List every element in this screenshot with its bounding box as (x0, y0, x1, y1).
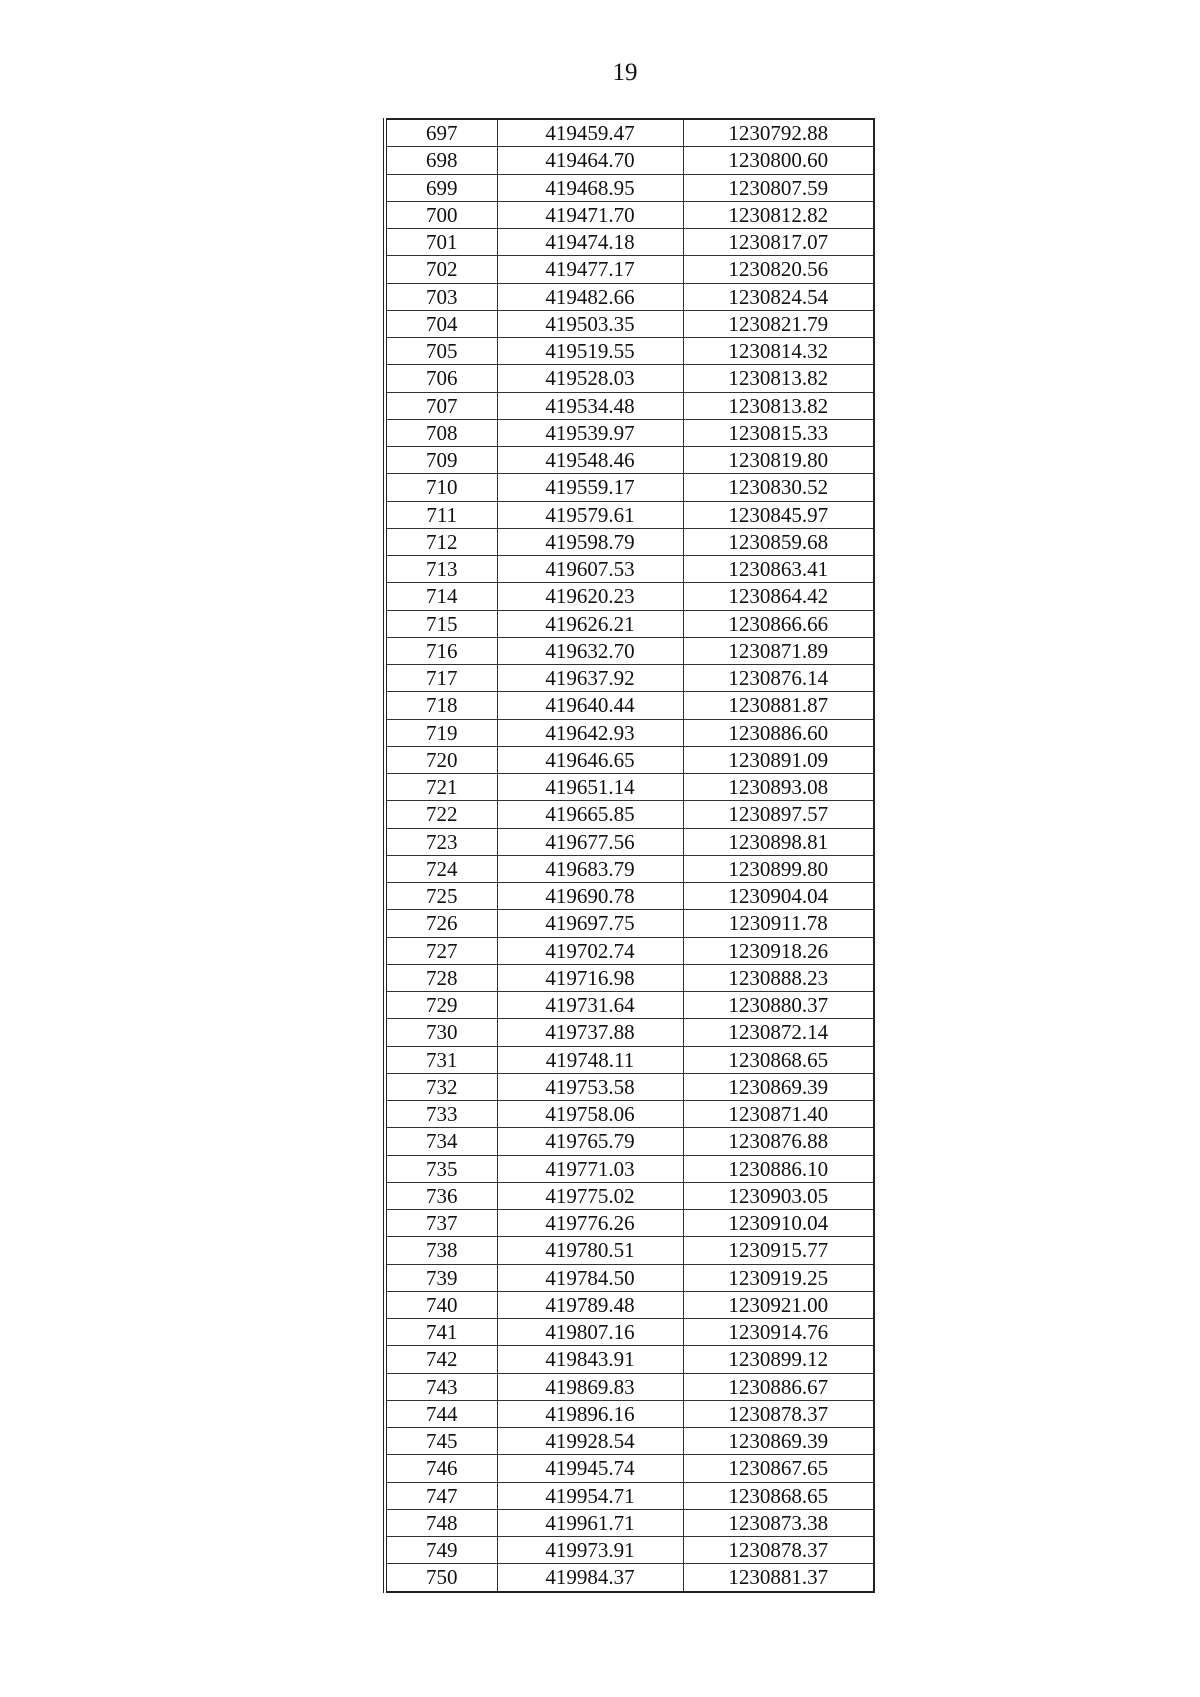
point-number-cell: 736 (385, 1182, 497, 1209)
y-coordinate-cell: 1230921.00 (683, 1291, 874, 1318)
y-coordinate-cell: 1230876.88 (683, 1128, 874, 1155)
table-row (385, 1455, 874, 1482)
table-row (385, 665, 874, 692)
table-row (385, 992, 874, 1019)
x-coordinate-cell: 419519.55 (497, 338, 683, 365)
table-row (385, 692, 874, 719)
point-number-cell: 703 (385, 283, 497, 310)
x-coordinate-cell: 419758.06 (497, 1101, 683, 1128)
x-coordinate-cell: 419468.95 (497, 174, 683, 201)
y-coordinate-cell: 1230845.97 (683, 501, 874, 528)
point-number-cell: 709 (385, 447, 497, 474)
y-coordinate-cell: 1230868.65 (683, 1482, 874, 1509)
y-coordinate-cell: 1230899.80 (683, 855, 874, 882)
x-coordinate-cell: 419620.23 (497, 583, 683, 610)
point-number-cell: 726 (385, 910, 497, 937)
table-row (385, 1319, 874, 1346)
table-row (385, 556, 874, 583)
table-row (385, 1428, 874, 1455)
table-row (385, 910, 874, 937)
y-coordinate-cell: 1230867.65 (683, 1455, 874, 1482)
point-number-cell: 712 (385, 528, 497, 555)
table-row (385, 419, 874, 446)
y-coordinate-cell: 1230888.23 (683, 964, 874, 991)
x-coordinate-cell: 419632.70 (497, 637, 683, 664)
x-coordinate-cell: 419677.56 (497, 828, 683, 855)
y-coordinate-cell: 1230903.05 (683, 1182, 874, 1209)
x-coordinate-cell: 419869.83 (497, 1373, 683, 1400)
table-row (385, 174, 874, 201)
y-coordinate-cell: 1230824.54 (683, 283, 874, 310)
y-coordinate-cell: 1230819.80 (683, 447, 874, 474)
y-coordinate-cell: 1230871.40 (683, 1101, 874, 1128)
y-coordinate-cell: 1230817.07 (683, 229, 874, 256)
point-number-cell: 711 (385, 501, 497, 528)
point-number-cell: 748 (385, 1509, 497, 1536)
y-coordinate-cell: 1230820.56 (683, 256, 874, 283)
table-row (385, 937, 874, 964)
y-coordinate-cell: 1230881.87 (683, 692, 874, 719)
x-coordinate-cell: 419464.70 (497, 147, 683, 174)
point-number-cell: 716 (385, 637, 497, 664)
x-coordinate-cell: 419651.14 (497, 774, 683, 801)
x-coordinate-cell: 419548.46 (497, 447, 683, 474)
point-number-cell: 706 (385, 365, 497, 392)
x-coordinate-cell: 419973.91 (497, 1537, 683, 1564)
point-number-cell: 740 (385, 1291, 497, 1318)
point-number-cell: 749 (385, 1537, 497, 1564)
y-coordinate-cell: 1230869.39 (683, 1073, 874, 1100)
point-number-cell: 744 (385, 1400, 497, 1427)
table-row (385, 1210, 874, 1237)
point-number-cell: 732 (385, 1073, 497, 1100)
y-coordinate-cell: 1230792.88 (683, 119, 874, 147)
table-row (385, 365, 874, 392)
table-row (385, 528, 874, 555)
table-row (385, 1182, 874, 1209)
table-row (385, 1400, 874, 1427)
x-coordinate-cell: 419690.78 (497, 883, 683, 910)
table-row (385, 147, 874, 174)
x-coordinate-cell: 419775.02 (497, 1182, 683, 1209)
x-coordinate-cell: 419765.79 (497, 1128, 683, 1155)
table-row (385, 1509, 874, 1536)
y-coordinate-cell: 1230914.76 (683, 1319, 874, 1346)
y-coordinate-cell: 1230898.81 (683, 828, 874, 855)
point-number-cell: 741 (385, 1319, 497, 1346)
coordinates-table (383, 118, 875, 1593)
x-coordinate-cell: 419559.17 (497, 474, 683, 501)
y-coordinate-cell: 1230918.26 (683, 937, 874, 964)
table-row (385, 637, 874, 664)
point-number-cell: 699 (385, 174, 497, 201)
table-row (385, 828, 874, 855)
x-coordinate-cell: 419579.61 (497, 501, 683, 528)
table-row (385, 746, 874, 773)
point-number-cell: 717 (385, 665, 497, 692)
y-coordinate-cell: 1230899.12 (683, 1346, 874, 1373)
table-row (385, 1237, 874, 1264)
table-row (385, 201, 874, 228)
table-row (385, 119, 874, 147)
x-coordinate-cell: 419789.48 (497, 1291, 683, 1318)
y-coordinate-cell: 1230814.32 (683, 338, 874, 365)
x-coordinate-cell: 419702.74 (497, 937, 683, 964)
x-coordinate-cell: 419945.74 (497, 1455, 683, 1482)
x-coordinate-cell: 419642.93 (497, 719, 683, 746)
y-coordinate-cell: 1230873.38 (683, 1509, 874, 1536)
x-coordinate-cell: 419534.48 (497, 392, 683, 419)
point-number-cell: 731 (385, 1046, 497, 1073)
y-coordinate-cell: 1230911.78 (683, 910, 874, 937)
y-coordinate-cell: 1230886.67 (683, 1373, 874, 1400)
x-coordinate-cell: 419683.79 (497, 855, 683, 882)
y-coordinate-cell: 1230919.25 (683, 1264, 874, 1291)
table-row (385, 1073, 874, 1100)
x-coordinate-cell: 419697.75 (497, 910, 683, 937)
y-coordinate-cell: 1230869.39 (683, 1428, 874, 1455)
point-number-cell: 734 (385, 1128, 497, 1155)
y-coordinate-cell: 1230813.82 (683, 392, 874, 419)
y-coordinate-cell: 1230915.77 (683, 1237, 874, 1264)
x-coordinate-cell: 419753.58 (497, 1073, 683, 1100)
table-row (385, 1019, 874, 1046)
x-coordinate-cell: 419780.51 (497, 1237, 683, 1264)
table-row (385, 1564, 874, 1592)
point-number-cell: 724 (385, 855, 497, 882)
point-number-cell: 725 (385, 883, 497, 910)
x-coordinate-cell: 419477.17 (497, 256, 683, 283)
y-coordinate-cell: 1230812.82 (683, 201, 874, 228)
x-coordinate-cell: 419776.26 (497, 1210, 683, 1237)
table-row (385, 855, 874, 882)
y-coordinate-cell: 1230878.37 (683, 1400, 874, 1427)
point-number-cell: 738 (385, 1237, 497, 1264)
table-row (385, 610, 874, 637)
point-number-cell: 718 (385, 692, 497, 719)
y-coordinate-cell: 1230830.52 (683, 474, 874, 501)
point-number-cell: 701 (385, 229, 497, 256)
x-coordinate-cell: 419459.47 (497, 119, 683, 147)
table-row (385, 1128, 874, 1155)
x-coordinate-cell: 419984.37 (497, 1564, 683, 1592)
table-row (385, 1101, 874, 1128)
point-number-cell: 730 (385, 1019, 497, 1046)
table-row (385, 1046, 874, 1073)
point-number-cell: 737 (385, 1210, 497, 1237)
point-number-cell: 723 (385, 828, 497, 855)
table-row (385, 1155, 874, 1182)
x-coordinate-cell: 419503.35 (497, 310, 683, 337)
y-coordinate-cell: 1230863.41 (683, 556, 874, 583)
point-number-cell: 720 (385, 746, 497, 773)
table-row (385, 392, 874, 419)
table-row (385, 229, 874, 256)
point-number-cell: 697 (385, 119, 497, 147)
point-number-cell: 707 (385, 392, 497, 419)
table-row (385, 1346, 874, 1373)
point-number-cell: 750 (385, 1564, 497, 1592)
point-number-cell: 742 (385, 1346, 497, 1373)
table-row (385, 883, 874, 910)
y-coordinate-cell: 1230815.33 (683, 419, 874, 446)
point-number-cell: 708 (385, 419, 497, 446)
point-number-cell: 719 (385, 719, 497, 746)
y-coordinate-cell: 1230893.08 (683, 774, 874, 801)
y-coordinate-cell: 1230897.57 (683, 801, 874, 828)
table-row (385, 1482, 874, 1509)
point-number-cell: 745 (385, 1428, 497, 1455)
table-row (385, 501, 874, 528)
point-number-cell: 698 (385, 147, 497, 174)
table-row (385, 964, 874, 991)
table-row (385, 1373, 874, 1400)
x-coordinate-cell: 419626.21 (497, 610, 683, 637)
point-number-cell: 700 (385, 201, 497, 228)
x-coordinate-cell: 419471.70 (497, 201, 683, 228)
coordinates-table-body (385, 119, 874, 1592)
x-coordinate-cell: 419474.18 (497, 229, 683, 256)
table-row (385, 310, 874, 337)
point-number-cell: 733 (385, 1101, 497, 1128)
y-coordinate-cell: 1230904.04 (683, 883, 874, 910)
y-coordinate-cell: 1230891.09 (683, 746, 874, 773)
point-number-cell: 705 (385, 338, 497, 365)
point-number-cell: 739 (385, 1264, 497, 1291)
y-coordinate-cell: 1230886.60 (683, 719, 874, 746)
x-coordinate-cell: 419784.50 (497, 1264, 683, 1291)
x-coordinate-cell: 419843.91 (497, 1346, 683, 1373)
y-coordinate-cell: 1230821.79 (683, 310, 874, 337)
x-coordinate-cell: 419637.92 (497, 665, 683, 692)
y-coordinate-cell: 1230876.14 (683, 665, 874, 692)
y-coordinate-cell: 1230910.04 (683, 1210, 874, 1237)
y-coordinate-cell: 1230868.65 (683, 1046, 874, 1073)
table-row (385, 338, 874, 365)
y-coordinate-cell: 1230881.37 (683, 1564, 874, 1592)
table-row (385, 283, 874, 310)
x-coordinate-cell: 419646.65 (497, 746, 683, 773)
y-coordinate-cell: 1230813.82 (683, 365, 874, 392)
x-coordinate-cell: 419731.64 (497, 992, 683, 1019)
x-coordinate-cell: 419640.44 (497, 692, 683, 719)
point-number-cell: 746 (385, 1455, 497, 1482)
x-coordinate-cell: 419482.66 (497, 283, 683, 310)
x-coordinate-cell: 419954.71 (497, 1482, 683, 1509)
x-coordinate-cell: 419737.88 (497, 1019, 683, 1046)
point-number-cell: 714 (385, 583, 497, 610)
point-number-cell: 727 (385, 937, 497, 964)
table-row (385, 256, 874, 283)
y-coordinate-cell: 1230872.14 (683, 1019, 874, 1046)
x-coordinate-cell: 419896.16 (497, 1400, 683, 1427)
point-number-cell: 747 (385, 1482, 497, 1509)
point-number-cell: 715 (385, 610, 497, 637)
x-coordinate-cell: 419748.11 (497, 1046, 683, 1073)
table-row (385, 801, 874, 828)
point-number-cell: 713 (385, 556, 497, 583)
x-coordinate-cell: 419598.79 (497, 528, 683, 555)
table-row (385, 774, 874, 801)
point-number-cell: 704 (385, 310, 497, 337)
point-number-cell: 721 (385, 774, 497, 801)
y-coordinate-cell: 1230886.10 (683, 1155, 874, 1182)
x-coordinate-cell: 419807.16 (497, 1319, 683, 1346)
table-row (385, 1537, 874, 1564)
x-coordinate-cell: 419665.85 (497, 801, 683, 828)
x-coordinate-cell: 419771.03 (497, 1155, 683, 1182)
y-coordinate-cell: 1230866.66 (683, 610, 874, 637)
x-coordinate-cell: 419716.98 (497, 964, 683, 991)
table-row (385, 583, 874, 610)
point-number-cell: 729 (385, 992, 497, 1019)
x-coordinate-cell: 419539.97 (497, 419, 683, 446)
y-coordinate-cell: 1230800.60 (683, 147, 874, 174)
y-coordinate-cell: 1230871.89 (683, 637, 874, 664)
x-coordinate-cell: 419928.54 (497, 1428, 683, 1455)
x-coordinate-cell: 419961.71 (497, 1509, 683, 1536)
table-row (385, 1291, 874, 1318)
point-number-cell: 735 (385, 1155, 497, 1182)
point-number-cell: 702 (385, 256, 497, 283)
point-number-cell: 743 (385, 1373, 497, 1400)
y-coordinate-cell: 1230807.59 (683, 174, 874, 201)
y-coordinate-cell: 1230864.42 (683, 583, 874, 610)
point-number-cell: 710 (385, 474, 497, 501)
table-row (385, 719, 874, 746)
point-number-cell: 722 (385, 801, 497, 828)
table-row (385, 447, 874, 474)
y-coordinate-cell: 1230859.68 (683, 528, 874, 555)
x-coordinate-cell: 419528.03 (497, 365, 683, 392)
table-row (385, 474, 874, 501)
x-coordinate-cell: 419607.53 (497, 556, 683, 583)
point-number-cell: 728 (385, 964, 497, 991)
page-number: 19 (612, 59, 638, 86)
y-coordinate-cell: 1230878.37 (683, 1537, 874, 1564)
y-coordinate-cell: 1230880.37 (683, 992, 874, 1019)
table-row (385, 1264, 874, 1291)
